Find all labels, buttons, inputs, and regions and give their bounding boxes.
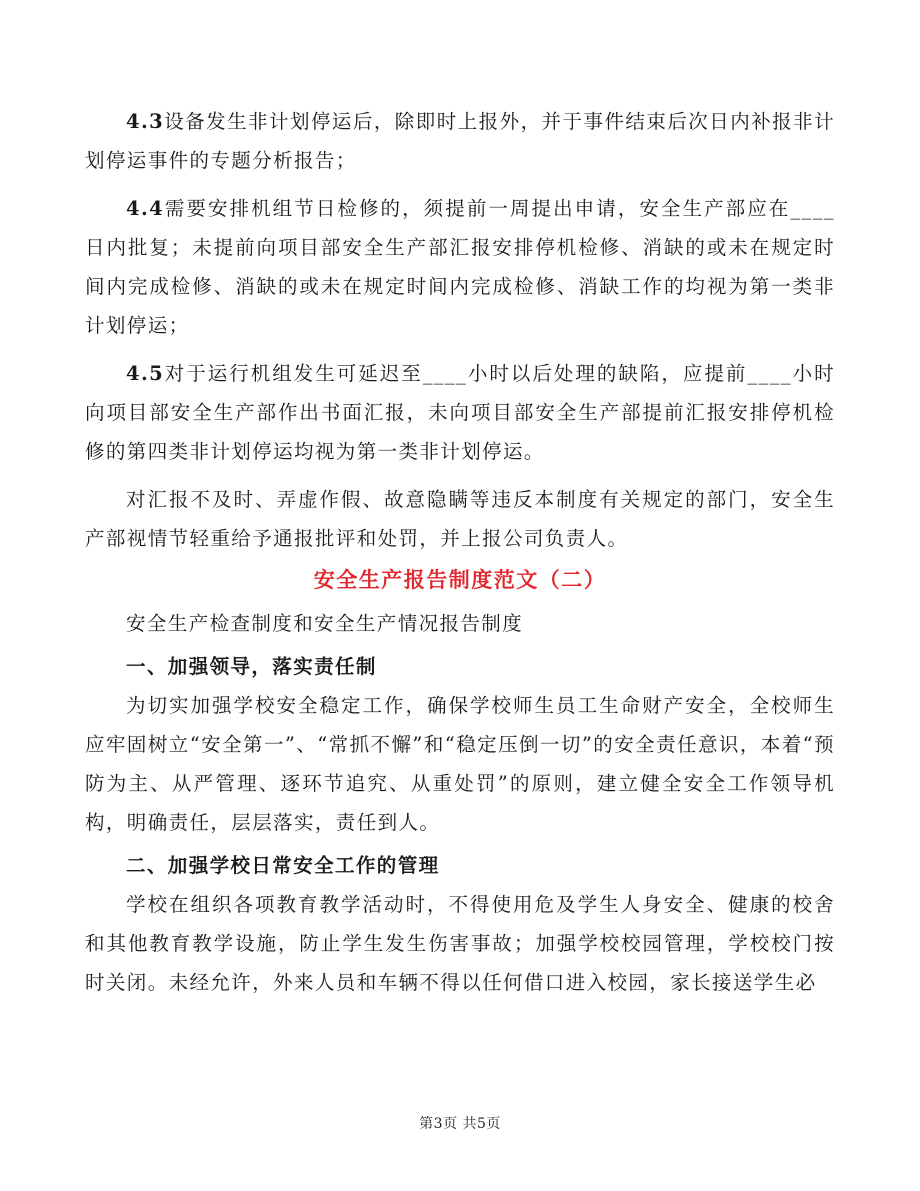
document-body <box>85 102 835 1002</box>
clause-number: 4.5 <box>126 362 165 385</box>
heading-leadership: 一、加强领导，落实责任制 <box>126 655 377 678</box>
paragraph-4-3 <box>85 102 835 180</box>
page-number-footer: 第3页 共5页 <box>419 1116 501 1132</box>
heading-daily-management: 二、加强学校日常安全工作的管理 <box>126 854 440 877</box>
paragraph-4-5 <box>85 354 835 471</box>
clause-number: 4.3 <box>126 110 165 133</box>
section-subtitle: 安全生产检查制度和安全生产情况报告制度 <box>126 612 524 635</box>
paragraph-4-4 <box>85 189 835 345</box>
clause-text: 需要安排机组节日检修的，须提前一周提出申请，安全生产部应在____日内批复；未提前向项目部安全生产部汇报安排停机检修、消缺的或未在规定时间内完成检修、消缺的或未在规定时间内完成检修、消缺工作的均视为第一类非计划停运； <box>85 197 835 337</box>
paragraph-penalty <box>85 480 835 558</box>
paragraph-leadership: 为切实加强学校安全稳定工作，确保学校师生员工生命财产安全，全校师生应牢固树立“安全第一”、“常抓不懈”和“稳定压倒一切”的安全责任意识，本着“预防为主、从严管理、逐环节追究、从重处罚”的原则，建立健全安全工作领导机构，明确责任，层层落实，责任到人。 <box>85 694 835 834</box>
paragraph-daily-management: 学校在组织各项教育教学活动时，不得使用危及学生人身安全、健康的校舍和其他教育教学设施，防止学生发生伤害事故；加强学校校园管理，学校校门按时关闭。未经允许，外来人员和车辆不得以任何借口进入校园，家长接送学生必 <box>85 893 835 994</box>
clause-text: 对于运行机组发生可延迟至____小时以后处理的缺陷，应提前____小时向项目部安全生产部作出书面汇报，未向项目部安全生产部提前汇报安排停机检修的第四类非计划停运均视为第一类非计划停运。 <box>85 362 835 463</box>
section-title: 安全生产报告制度范文（二） <box>313 567 607 592</box>
clause-text: 设备发生非计划停运后，除即时上报外，并于事件结束后次日内补报非计划停运事件的专题分析报告； <box>85 110 835 172</box>
clause-number: 4.4 <box>126 197 165 220</box>
paragraph-text: 对汇报不及时、弄虚作假、故意隐瞒等违反本制度有关规定的部门，安全生产部视情节轻重给予通报批评和处罚，并上报公司负责人。 <box>85 488 835 550</box>
